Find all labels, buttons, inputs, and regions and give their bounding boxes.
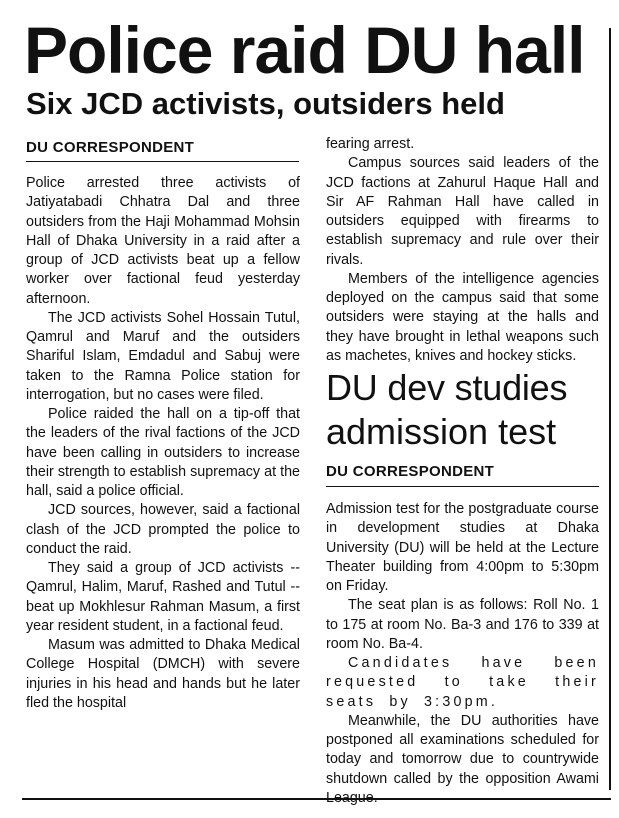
article1-paragraph: They said a group of JCD activists -- Qamrul, Halim, Maruf, Rashed and Tutul -- beat up Mokhlesur Rahman Masum, a first year resident student, in a factional feud. bbox=[26, 560, 300, 634]
article2-headline bbox=[326, 366, 567, 454]
article2-headline-line-2: admission test bbox=[326, 411, 557, 452]
article2-byline bbox=[326, 463, 494, 481]
article1-paragraph: Campus sources said leaders of the JCD factions at Zahurul Haque Hall and Sir AF Rahman Hall have called in outsiders equipped with firearms to establish supremacy and rule over their rivals. bbox=[326, 155, 599, 268]
article1-paragraph: Masum was admitted to Dhaka Medical College Hospital (DMCH) with severe injuries in his head and hands but he later fled the hospital bbox=[26, 637, 300, 711]
article2-paragraph: Admission test for the postgraduate course in development studies at Dhaka University (DU) will be held at the Lecture Theater building from 4:00pm to 5:30pm on Friday. bbox=[326, 501, 599, 594]
article1-byline-text: DU CORRESPONDENT bbox=[26, 139, 195, 156]
article1-paragraph: Police arrested three activists of Jatiyatabadi Chhatra Dal and three outsiders from the Haji Mohammad Mohsin Hall of Dhaka University in a raid after a group of JCD activists beat up a fellow worker over factional feud yesterday afternoon. bbox=[26, 175, 300, 307]
article1-paragraph: Members of the intelligence agencies deployed on the campus said that some outsiders were staying at the halls and they have brought in lethal weapons such as machetes, knives and hockey sticks. bbox=[326, 270, 599, 364]
article1-paragraph: JCD sources, however, said a factional clash of the JCD prompted the police to conduct the raid. bbox=[26, 502, 300, 557]
article2-paragraph: Meanwhile, the DU authorities have postponed all examinations scheduled for today and tomorrow due to countrywide shutdown called by the opposition Awami League. bbox=[326, 712, 599, 806]
article2-column bbox=[326, 500, 599, 808]
article2-paragraph: The seat plan is as follows: Roll No. 1 to 175 at room No. Ba-3 and 176 to 339 at room No. Ba-4. bbox=[326, 597, 599, 652]
column-rule-right bbox=[609, 28, 611, 790]
article1-paragraph: fearing arrest. bbox=[326, 136, 415, 152]
article1-paragraph: Police raided the hall on a tip-off that the leaders of the rival factions of the JCD have been calling in outsiders to increase their strength to establish supremacy at the hall, said a police official. bbox=[26, 406, 300, 499]
article1-byline bbox=[26, 139, 194, 157]
article2-headline-line-1: DU dev studies bbox=[326, 367, 568, 408]
article2-byline-rule bbox=[326, 486, 599, 487]
article2-paragraph: Candidates have been requested to take their seats by 3:30pm. bbox=[326, 655, 599, 710]
article1-paragraph: The JCD activists Sohel Hossain Tutul, Qamrul and Maruf and the outsiders Shariful Islam, Emdadul and Sabuj were taken to the Ramna Police station for interrogation, but no cases were filed. bbox=[26, 309, 300, 403]
article1-column-2 bbox=[326, 135, 599, 366]
article2-byline-text: DU CORRESPONDENT bbox=[326, 463, 495, 480]
article1-headline: Police raid DU hall bbox=[24, 13, 585, 87]
article1-subheadline: Six JCD activists, outsiders held bbox=[26, 86, 505, 121]
article1-byline-rule bbox=[26, 161, 299, 162]
article1-column-1 bbox=[26, 174, 300, 713]
